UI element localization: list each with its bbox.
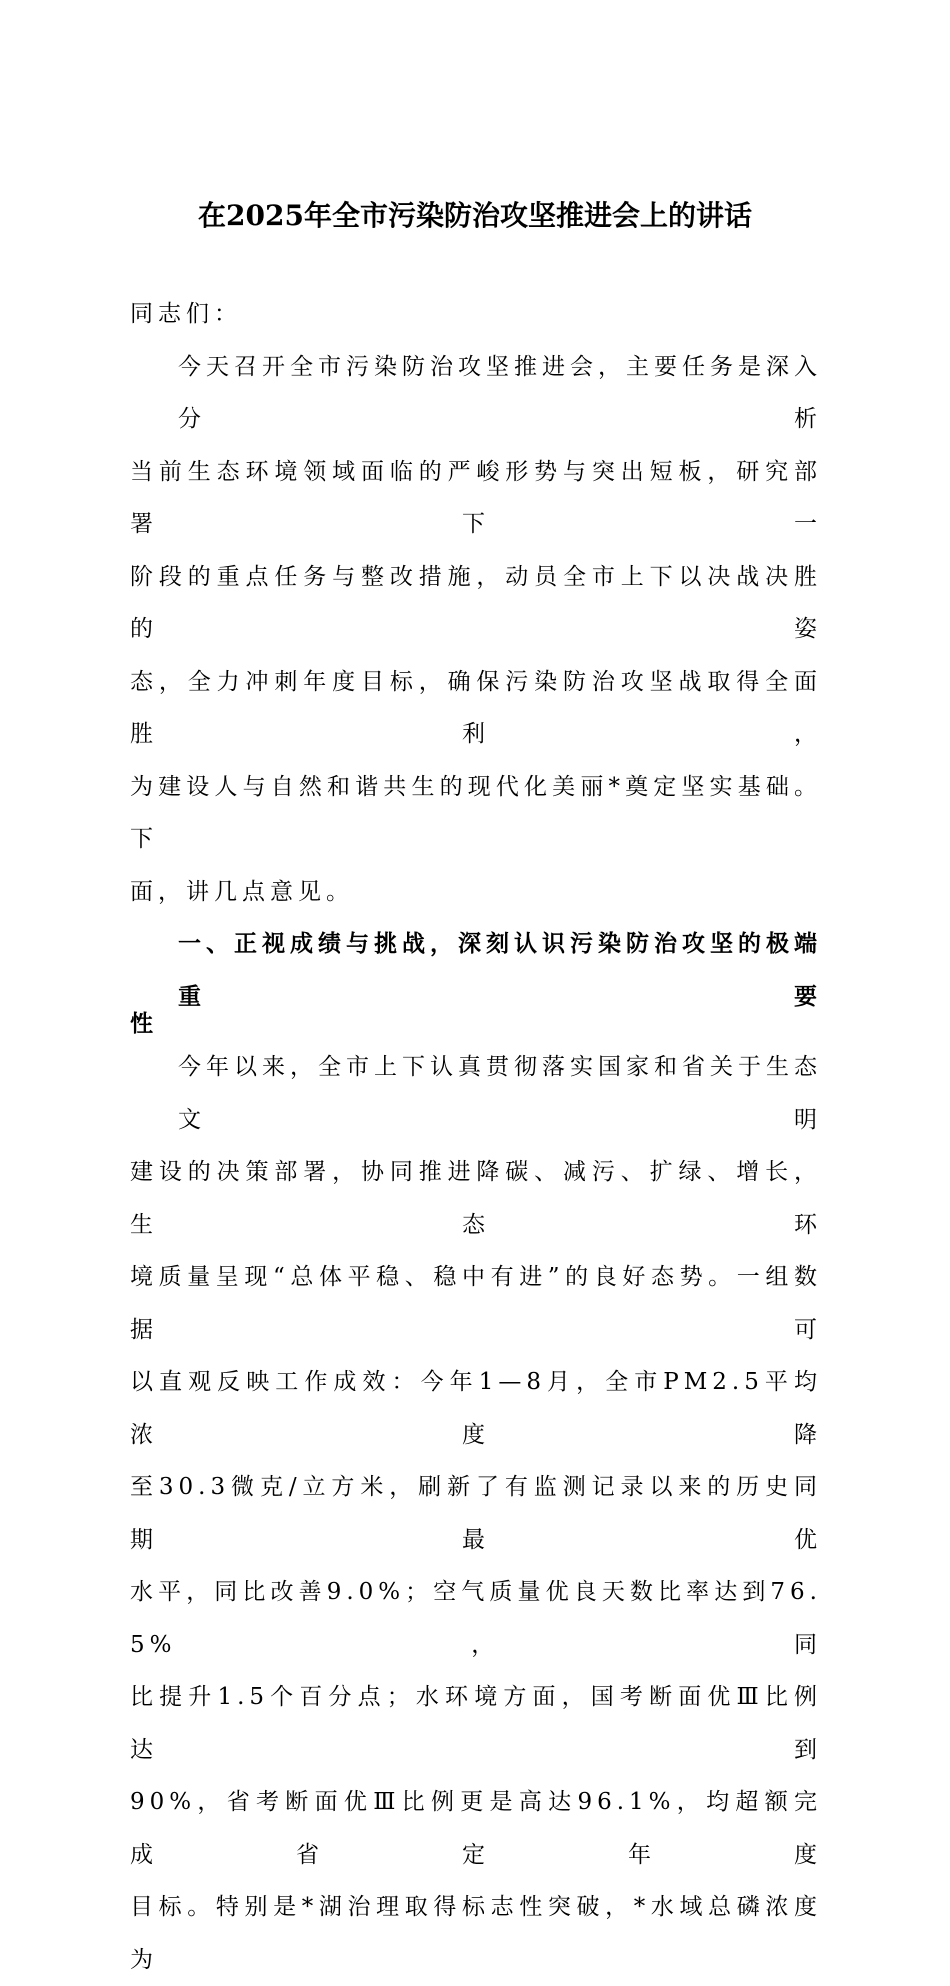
heading-line: 一、正视成绩与挑战，深刻认识污染防治攻坚的极端重要 <box>178 930 822 1010</box>
section-1-paragraph <box>130 1041 822 1986</box>
text-line: 态，全力冲刺年度目标，确保污染防治攻坚战取得全面胜利， <box>130 668 822 747</box>
text-line: 面，讲几点意见。 <box>130 878 354 905</box>
document-title: 在2025年全市污染防治攻坚推进会上的讲话 <box>198 199 752 232</box>
text-line: 境质量呈现“总体平稳、稳中有进”的良好态势。一组数据可 <box>130 1264 822 1343</box>
text-line: 比提升1.5个百分点；水环境方面，国考断面优Ⅲ比例达到 <box>130 1684 822 1763</box>
text-line: 为建设人与自然和谐共生的现代化美丽*奠定坚实基础。下 <box>130 773 822 852</box>
text-line: 阶段的重点任务与整改措施，动员全市上下以决战决胜的姿 <box>130 563 822 642</box>
text-line: 以直观反映工作成效：今年1—8月，全市PM2.5平均浓度降 <box>130 1369 822 1448</box>
text-line: 今天召开全市污染防治攻坚推进会，主要任务是深入分析 <box>178 353 822 432</box>
intro-paragraph <box>130 341 822 919</box>
salutation: 同志们： <box>130 301 242 327</box>
text-line: 水平，同比改善9.0%；空气质量优良天数比率达到76.5%，同 <box>130 1579 822 1658</box>
text-line: 当前生态环境领域面临的严峻形势与突出短板，研究部署下一 <box>130 458 822 537</box>
text-line: 90%，省考断面优Ⅲ比例更是高达96.1%，均超额完成省定年度 <box>130 1789 822 1868</box>
text-line: 今年以来，全市上下认真贯彻落实国家和省关于生态文明 <box>178 1054 822 1133</box>
text-line: 至30.3微克/立方米，刷新了有监测记录以来的历史同期最优 <box>130 1474 822 1553</box>
section-heading-1 <box>130 918 822 1041</box>
text-line: 建设的决策部署，协同推进降碳、减污、扩绿、增长，生态环 <box>130 1159 822 1238</box>
text-line: 目标。特别是*湖治理取得标志性突破，*水域总磷浓度为 <box>130 1894 822 1973</box>
document-body <box>130 288 822 1986</box>
heading-line: 性 <box>130 1010 158 1037</box>
